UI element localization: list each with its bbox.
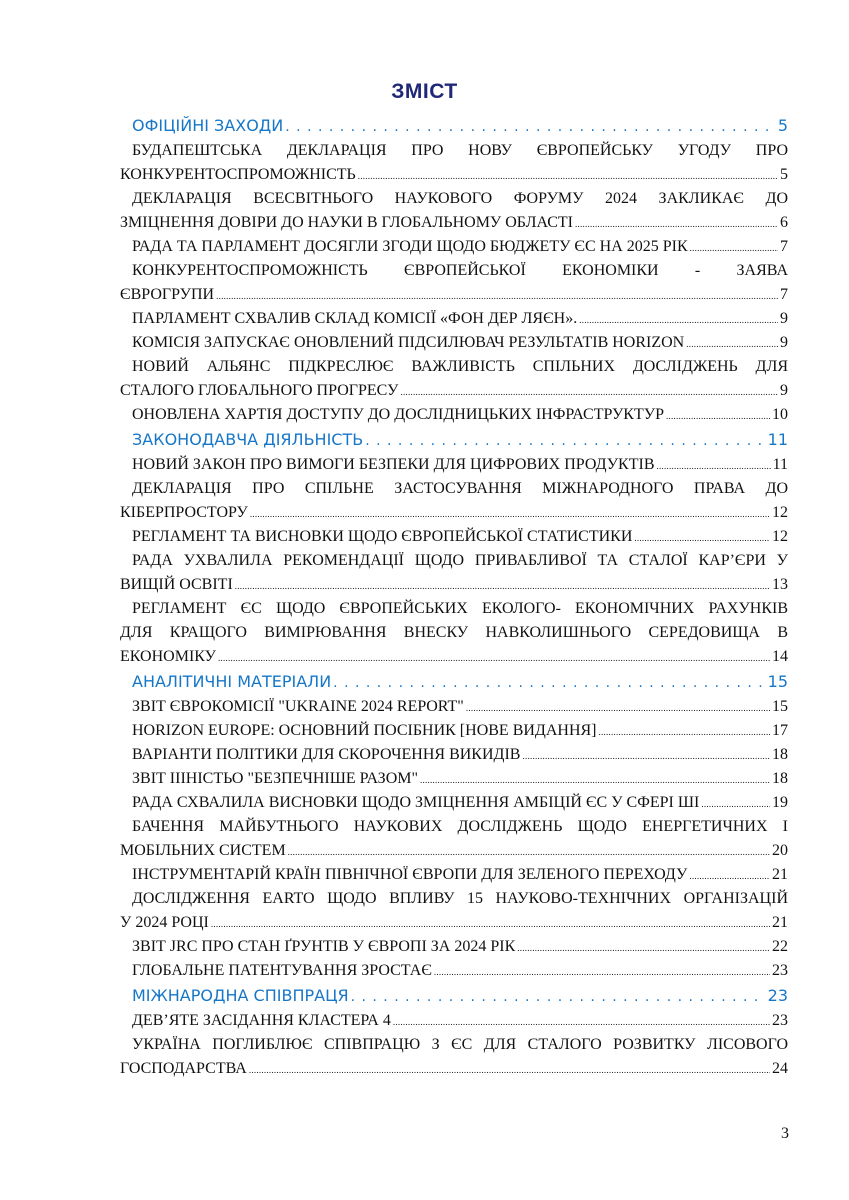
toc-entry-line: [120, 477, 788, 501]
toc-entry-line: [120, 549, 788, 573]
dot-leader: [701, 791, 770, 815]
dot-leader: [400, 379, 778, 403]
toc-entry-page: 21: [772, 914, 788, 931]
toc-entry-text: КОНКУРЕНТОСПРОМОЖНІСТЬ: [120, 166, 356, 183]
toc-entry[interactable]: [120, 453, 788, 477]
toc-entry-line: [120, 695, 788, 719]
toc-section-title: ЗАКОНОДАВЧА ДІЯЛЬНІСТЬ: [132, 430, 364, 449]
toc-entry[interactable]: [120, 815, 788, 863]
toc-entry-line: [120, 743, 788, 767]
toc-entry-text: УКРАЇНА ПОГЛИБЛЮЄ СПІВПРАЦЮ З ЄС ДЛЯ СТАЛОГО РОЗВИТКУ ЛІСОВОГО: [132, 1036, 788, 1053]
toc-section-page: 5: [777, 116, 788, 135]
toc-entry-text: ПАРЛАМЕНТ СХВАЛИВ СКЛАД КОМІСІЇ «ФОН ДЕР ЛЯЄН».: [132, 310, 578, 327]
toc-entry-line: [120, 815, 788, 839]
toc-section: [120, 983, 788, 1009]
toc-entry-page: 9: [780, 310, 788, 327]
dot-leader: [285, 113, 776, 139]
toc-entry-line: [120, 573, 788, 597]
dot-leader: [522, 743, 770, 767]
toc-entry-line: [120, 259, 788, 283]
toc-entry[interactable]: [120, 767, 788, 791]
toc-entry-text: КОНКУРЕНТОСПРОМОЖНІСТЬ ЄВРОПЕЙСЬКОЇ ЕКОНОМІКИ - ЗАЯВА: [132, 262, 788, 279]
toc-entry-line: [120, 767, 788, 791]
toc-entry-line: [120, 597, 788, 621]
toc-entry-line: [120, 307, 788, 331]
dot-leader: [218, 645, 770, 669]
toc-entry[interactable]: [120, 1009, 788, 1033]
toc-entry-page: 9: [780, 334, 788, 351]
toc-entry-text: ДЛЯ КРАЩОГО ВИМІРЮВАННЯ ВНЕСКУ НАВКОЛИШНЬОГО СЕРЕДОВИЩА В: [120, 624, 788, 641]
toc-entry[interactable]: [120, 477, 788, 525]
toc-entry-text: МОБІЛЬНИХ СИСТЕМ: [120, 842, 286, 859]
toc-section-page: 15: [767, 672, 788, 691]
toc-entry-line: [120, 139, 788, 163]
dot-leader: [420, 767, 770, 791]
toc-entry-text: БАЧЕННЯ МАЙБУТНЬОГО НАУКОВИХ ДОСЛІДЖЕНЬ ЩОДО ЕНЕРГЕТИЧНИХ І: [132, 818, 788, 835]
toc-entry-line: [120, 283, 788, 307]
toc-entry-line: [120, 1057, 788, 1081]
toc-entry-text: ВИЩІЙ ОСВІТІ: [120, 576, 233, 593]
toc-entry-line: [120, 621, 788, 645]
toc-entry-text: ДЕКЛАРАЦІЯ ПРО СПІЛЬНЕ ЗАСТОСУВАННЯ МІЖНАРОДНОГО ПРАВА ДО: [132, 480, 788, 497]
toc-entry-text: ІНСТРУМЕНТАРІЙ КРАЇН ПІВНІЧНОЇ ЄВРОПИ ДЛЯ ЗЕЛЕНОГО ПЕРЕХОДУ: [132, 866, 688, 883]
toc-entry-line: [120, 379, 788, 403]
toc-entry-page: 11: [772, 456, 788, 473]
toc-section-page: 23: [767, 986, 788, 1005]
toc-entry-text: КІБЕРПРОСТОРУ: [120, 504, 248, 521]
toc-entry[interactable]: [120, 331, 788, 355]
dot-leader: [634, 525, 770, 549]
toc-entry[interactable]: [120, 935, 788, 959]
toc-entry[interactable]: [120, 525, 788, 549]
toc-entry-text: БУДАПЕШТСЬКА ДЕКЛАРАЦІЯ ПРО НОВУ ЄВРОПЕЙСЬКУ УГОДУ ПРО: [132, 142, 788, 159]
toc-entry-page: 10: [772, 406, 788, 423]
toc-entry[interactable]: [120, 1033, 788, 1081]
toc-entry-page: 15: [772, 698, 788, 715]
toc-section: [120, 669, 788, 695]
toc-entry-line: [120, 525, 788, 549]
dot-leader: [333, 669, 765, 695]
toc-entry-line: [120, 1033, 788, 1057]
toc-entry[interactable]: [120, 235, 788, 259]
toc-entry-text: ОНОВЛЕНА ХАРТІЯ ДОСТУПУ ДО ДОСЛІДНИЦЬКИХ ІНФРАСТРУКТУР: [132, 406, 664, 423]
toc-entry[interactable]: [120, 597, 788, 669]
toc-entry-line: [120, 453, 788, 477]
toc-entry-text: РАДА УХВАЛИЛА РЕКОМЕНДАЦІЇ ЩОДО ПРИВАБЛИВОЇ ТА СТАЛОЇ КАР’ЄРИ У: [132, 552, 788, 569]
toc-entry-page: 13: [772, 576, 788, 593]
toc-entry-text: У 2024 РОЦІ: [120, 914, 209, 931]
dot-leader: [393, 1009, 770, 1033]
toc-section-heading[interactable]: [120, 983, 788, 1009]
toc-entry-page: 14: [772, 648, 788, 665]
dot-leader: [686, 331, 778, 355]
toc-entry-text: ГОСПОДАРСТВА: [120, 1060, 247, 1077]
toc-entry-page: 6: [780, 214, 788, 231]
toc-entry-text: ЄВРОГРУПИ: [120, 286, 215, 303]
toc-entry-text: КОМІСІЯ ЗАПУСКАЄ ОНОВЛЕНИЙ ПІДСИЛЮВАЧ РЕЗУЛЬТАТІВ HORIZON: [132, 334, 685, 351]
toc-entry-page: 9: [780, 382, 788, 399]
toc-entry-line: [120, 501, 788, 525]
toc-entry-page: 12: [772, 504, 788, 521]
dot-leader: [250, 501, 770, 525]
table-of-contents: [120, 113, 788, 1081]
toc-entry-line: [120, 403, 788, 427]
toc-section-heading[interactable]: [120, 427, 788, 453]
toc-entry[interactable]: [120, 791, 788, 815]
toc-section-heading[interactable]: [120, 669, 788, 695]
toc-entry-line: [120, 791, 788, 815]
toc-entry[interactable]: [120, 959, 788, 983]
toc-entry[interactable]: [120, 259, 788, 307]
toc-entry-page: 5: [780, 166, 788, 183]
toc-entry-page: 23: [772, 962, 788, 979]
toc-section-title: ОФІЦІЙНІ ЗАХОДИ: [132, 116, 284, 135]
toc-entry-line: [120, 211, 788, 235]
toc-entry-line: [120, 935, 788, 959]
toc-entry[interactable]: [120, 187, 788, 235]
dot-leader: [666, 403, 770, 427]
toc-entry-text: НОВИЙ АЛЬЯНС ПІДКРЕСЛЮЄ ВАЖЛИВІСТЬ СПІЛЬНИХ ДОСЛІДЖЕНЬ ДЛЯ: [132, 358, 788, 375]
toc-entry-text: НОВИЙ ЗАКОН ПРО ВИМОГИ БЕЗПЕКИ ДЛЯ ЦИФРОВИХ ПРОДУКТІВ: [132, 456, 655, 473]
toc-entry-line: [120, 1009, 788, 1033]
toc-section: [120, 113, 788, 139]
toc-entry-line: [120, 645, 788, 669]
toc-entry-page: 12: [772, 528, 788, 545]
dot-leader: [575, 211, 778, 235]
toc-entry-text: СТАЛОГО ГЛОБАЛЬНОГО ПРОГРЕСУ: [120, 382, 399, 399]
dot-leader: [689, 863, 770, 887]
toc-entry[interactable]: [120, 863, 788, 887]
toc-section-title: МІЖНАРОДНА СПІВПРАЦЯ: [132, 986, 349, 1005]
toc-entry[interactable]: [120, 355, 788, 403]
toc-entry-line: [120, 959, 788, 983]
toc-entry-text: ЗВІТ ЄВРОКОМІСІЇ "UKRAINE 2024 REPORT": [132, 698, 464, 715]
toc-entry-text: ГЛОБАЛЬНЕ ПАТЕНТУВАННЯ ЗРОСТАЄ: [132, 962, 432, 979]
toc-entry-text: РАДА ТА ПАРЛАМЕНТ ДОСЯГЛИ ЗГОДИ ЩОДО БЮДЖЕТУ ЄС НА 2025 РІК: [132, 238, 688, 255]
toc-entry-page: 19: [772, 794, 788, 811]
toc-entry-page: 7: [780, 238, 788, 255]
toc-entry-text: ДОСЛІДЖЕННЯ EARTO ЩОДО ВПЛИВУ 15 НАУКОВО-ТЕХНІЧНИХ ОРГАНІЗАЦІЙ: [132, 890, 788, 907]
dot-leader: [216, 283, 778, 307]
toc-entry-page: 18: [772, 746, 788, 763]
dot-leader: [288, 839, 770, 863]
dot-leader: [249, 1057, 770, 1081]
toc-title: ЗМІСТ: [391, 80, 458, 103]
toc-entry-page: 24: [772, 1060, 788, 1077]
toc-entry-line: [120, 355, 788, 379]
toc-entry-text: ДЕВ’ЯТЕ ЗАСІДАННЯ КЛАСТЕРА 4: [132, 1012, 391, 1029]
dot-leader: [351, 983, 766, 1009]
toc-entry-line: [120, 187, 788, 211]
toc-entry-text: РАДА СХВАЛИЛА ВИСНОВКИ ЩОДО ЗМІЦНЕННЯ АМБІЦІЙ ЄС У СФЕРІ ШІ: [132, 794, 700, 811]
dot-leader: [466, 695, 770, 719]
dot-leader: [365, 427, 765, 453]
toc-entry-line: [120, 235, 788, 259]
toc-entry[interactable]: [120, 403, 788, 427]
toc-entry-line: [120, 839, 788, 863]
toc-section: [120, 427, 788, 453]
toc-entry-text: ЗМІЦНЕННЯ ДОВІРИ ДО НАУКИ В ГЛОБАЛЬНОМУ ОБЛАСТІ: [120, 214, 573, 231]
toc-entry-text: РЕГЛАМЕНТ ТА ВИСНОВКИ ЩОДО ЄВРОПЕЙСЬКОЇ СТАТИСТИКИ: [132, 528, 633, 545]
toc-entry-page: 18: [772, 770, 788, 787]
toc-entry[interactable]: [120, 887, 788, 935]
toc-entry-line: [120, 887, 788, 911]
toc-entry-text: ЗВІТ JRC ПРО СТАН ҐРУНТІВ У ЄВРОПІ ЗА 2024 РІК: [132, 938, 516, 955]
toc-entry-line: [120, 863, 788, 887]
page-number: 3: [781, 1125, 789, 1142]
toc-entry-page: 17: [772, 722, 788, 739]
toc-entry-page: 20: [772, 842, 788, 859]
toc-entry[interactable]: [120, 719, 788, 743]
dot-leader: [434, 959, 770, 983]
toc-entry-page: 22: [772, 938, 788, 955]
toc-entry-line: [120, 331, 788, 355]
dot-leader: [358, 163, 778, 187]
dot-leader: [657, 453, 771, 477]
dot-leader: [599, 719, 771, 743]
toc-entry-text: ВАРІАНТИ ПОЛІТИКИ ДЛЯ СКОРОЧЕННЯ ВИКИДІВ: [132, 746, 521, 763]
toc-entry-text: ЕКОНОМІКУ: [120, 648, 216, 665]
toc-entry-line: [120, 719, 788, 743]
toc-entry[interactable]: [120, 695, 788, 719]
toc-entry[interactable]: [120, 743, 788, 767]
toc-entry-text: HORIZON EUROPE: ОСНОВНИЙ ПОСІБНИК [НОВЕ ВИДАННЯ]: [132, 722, 597, 739]
toc-entry-page: 21: [772, 866, 788, 883]
dot-leader: [690, 235, 778, 259]
toc-entry-page: 23: [772, 1012, 788, 1029]
toc-section-heading[interactable]: [120, 113, 788, 139]
toc-entry-text: ЗВІТ ІІІНІСТЬО "БЕЗПЕЧНІШЕ РАЗОМ": [132, 770, 419, 787]
dot-leader: [517, 935, 770, 959]
toc-entry-page: 7: [780, 286, 788, 303]
toc-entry[interactable]: [120, 549, 788, 597]
toc-entry[interactable]: [120, 139, 788, 187]
dot-leader: [579, 307, 778, 331]
dot-leader: [235, 573, 770, 597]
toc-section-title: АНАЛІТИЧНІ МАТЕРІАЛИ: [132, 672, 332, 691]
toc-entry[interactable]: [120, 307, 788, 331]
toc-entry-line: [120, 911, 788, 935]
toc-section-page: 11: [767, 430, 788, 449]
toc-entry-text: ДЕКЛАРАЦІЯ ВСЕСВІТНЬОГО НАУКОВОГО ФОРУМУ 2024 ЗАКЛИКАЄ ДО: [132, 190, 788, 207]
toc-entry-text: РЕГЛАМЕНТ ЄС ЩОДО ЄВРОПЕЙСЬКИХ ЕКОЛОГО- ЕКОНОМІЧНИХ РАХУНКІВ: [132, 600, 788, 617]
dot-leader: [211, 911, 770, 935]
toc-entry-line: [120, 163, 788, 187]
